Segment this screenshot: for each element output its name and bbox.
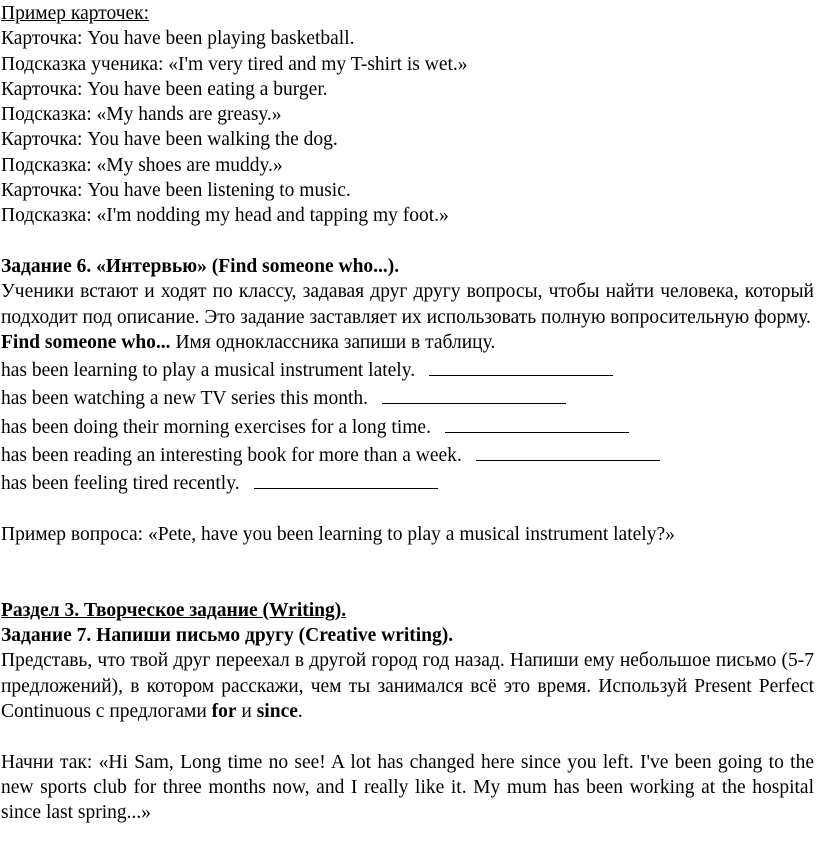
find-item-text: has been feeling tired recently.: [1, 473, 240, 495]
hint-line: Подсказка: «My hands are greasy.»: [1, 104, 282, 126]
answer-blank[interactable]: [445, 412, 629, 433]
example-question: Пример вопроса: «Pete, have you been learning to play a musical instrument lately?»: [1, 523, 675, 545]
answer-blank[interactable]: [254, 468, 438, 489]
task7-title: Задание 7. Напиши письмо другу (Creative writing).: [1, 625, 454, 647]
hint-line: Подсказка ученика: «I'm very tired and my T-shirt is wet.»: [1, 53, 468, 75]
answer-blank[interactable]: [476, 440, 660, 461]
find-someone-instruction: [1, 330, 815, 355]
find-item: [1, 355, 815, 383]
task7-description: [1, 648, 814, 724]
answer-blank[interactable]: [429, 355, 613, 376]
find-item-text: has been learning to play a musical instrument lately.: [1, 360, 416, 382]
card-line: Карточка: You have been walking the dog.: [1, 129, 338, 151]
find-item: [1, 383, 815, 411]
find-item: [1, 468, 815, 496]
spacer: [1, 724, 815, 749]
letter-starter: Начни так: «Hi Sam, Long time no see! A lot has changed here since you left. I've been going to the new sports club for three months now, and I really like it. My mum has been working at the hospital since last spring...»: [1, 751, 814, 824]
task6-title: Задание 6. «Интервью» (Find someone who...).: [1, 255, 400, 277]
spacer: [1, 229, 815, 254]
card-line: Карточка: You have been listening to music.: [1, 180, 351, 202]
answer-blank[interactable]: [382, 383, 566, 404]
section3-title: Раздел 3. Творческое задание (Writing).: [1, 599, 347, 621]
hint-line: Подсказка: «I'm nodding my head and tapping my foot.»: [1, 205, 449, 227]
word-since: since: [256, 701, 298, 723]
card-line: Карточка: You have been playing basketball.: [1, 28, 355, 50]
task7-text: Представь, что твой друг переехал в другой город год назад. Напиши ему небольшое письмо (5-7 предложений), в котором расскажи, чем ты занимался всё это время. Используй Present Perfect Continuous с предлогами: [1, 650, 814, 723]
task7-text-end: .: [297, 701, 303, 723]
task6-description: Ученики встают и ходят по классу, задавая друг другу вопросы, чтобы найти человека, который подходит под описание. Это задание заставляет их использовать полную вопросительную форму.: [1, 281, 814, 328]
hint-line: Подсказка: «My shoes are muddy.»: [1, 154, 283, 176]
find-item: [1, 440, 815, 468]
card-line: Карточка: You have been eating a burger.: [1, 78, 328, 100]
word-and: и: [236, 701, 257, 723]
find-someone-label: Find someone who...: [1, 331, 171, 353]
spacer: [1, 547, 815, 598]
intro-heading: Пример карточек:: [1, 3, 150, 24]
word-for: for: [211, 701, 237, 723]
find-item: [1, 412, 815, 440]
spacer: [1, 497, 815, 522]
find-item-text: has been reading an interesting book for more than a week.: [1, 445, 462, 467]
find-someone-rest: Имя одноклассника запиши в таблицу.: [170, 331, 496, 353]
find-item-text: has been watching a new TV series this month.: [1, 388, 368, 410]
find-item-text: has been doing their morning exercises for a long time.: [1, 416, 431, 438]
